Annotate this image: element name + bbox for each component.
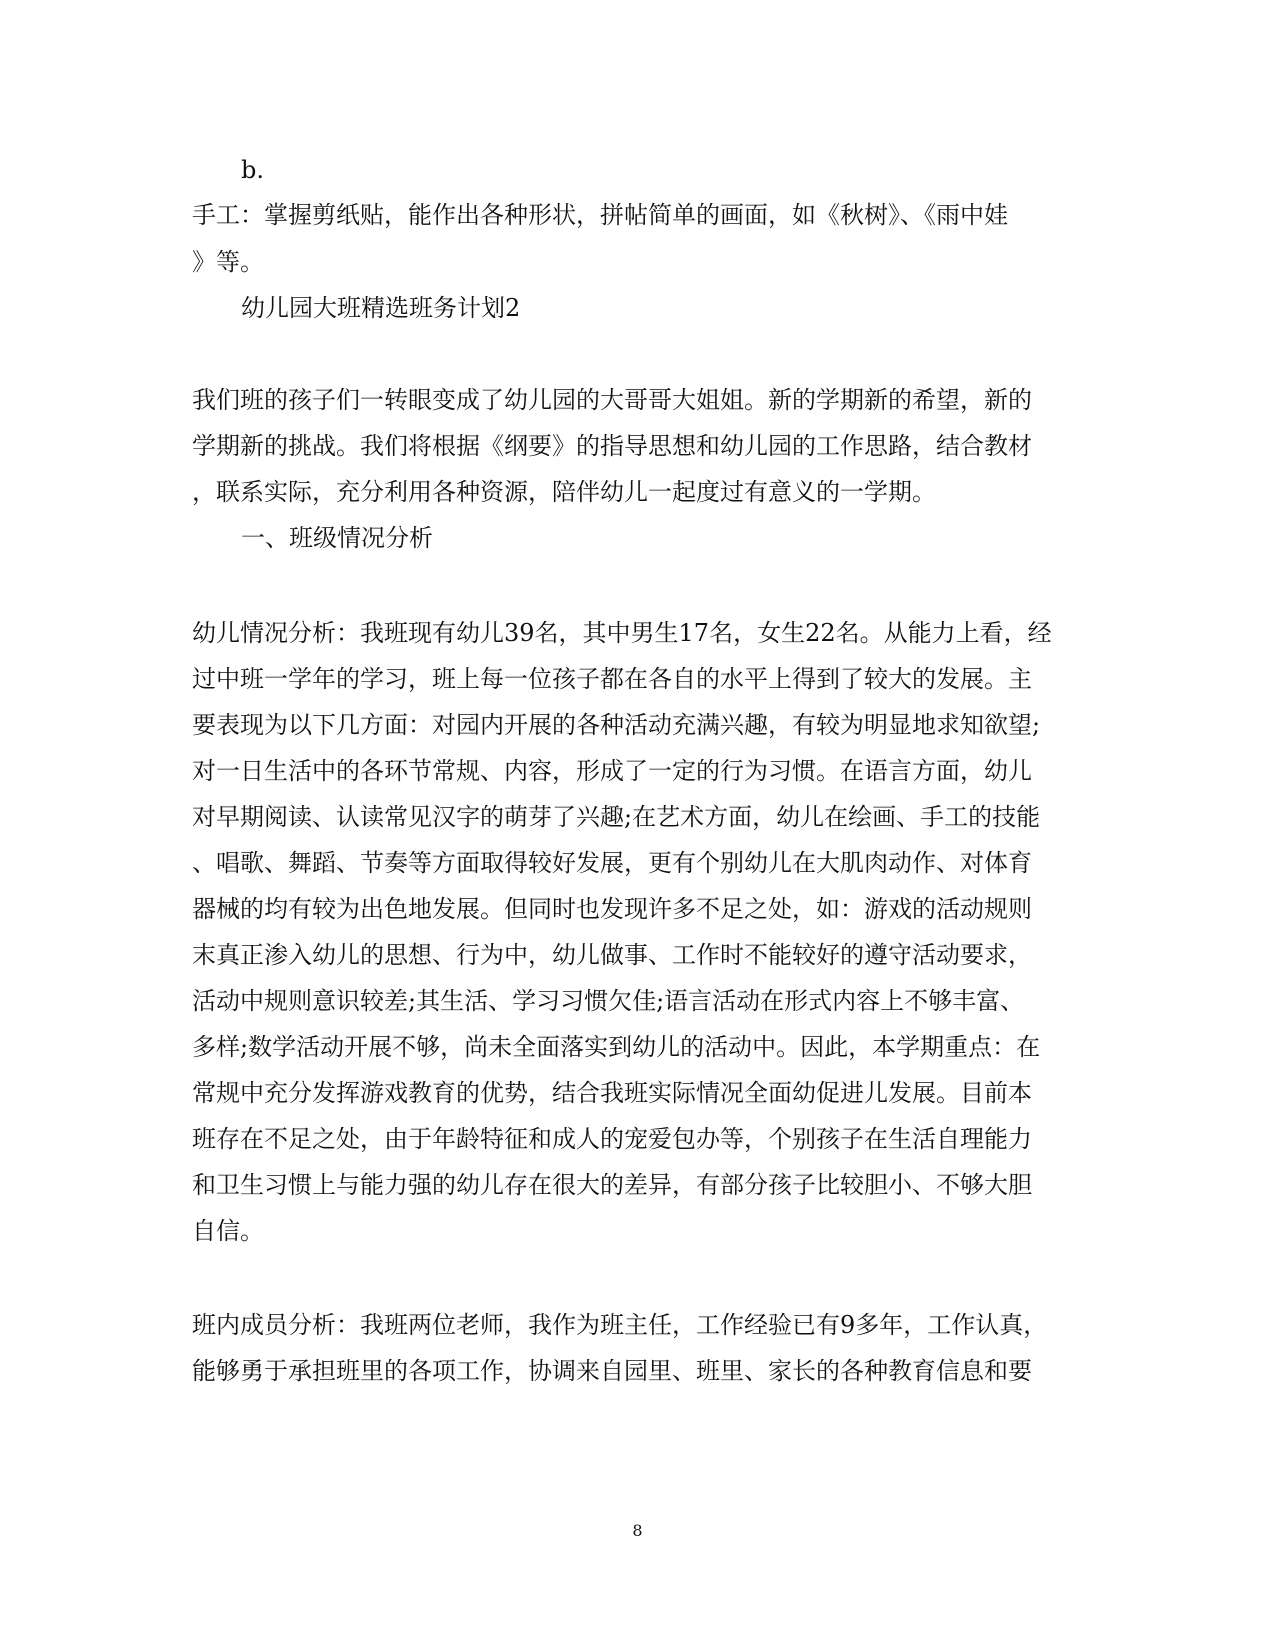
text-line: 能够勇于承担班里的各项工作，协调来自园里、班里、家长的各种教育信息和要: [192, 1357, 1032, 1385]
text-line: 》等。: [192, 248, 264, 276]
text-line: 对一日生活中的各环节常规、内容，形成了一定的行为习惯。在语言方面，幼儿: [192, 757, 1032, 785]
text-line: 手工：掌握剪纸贴，能作出各种形状，拼帖简单的画面，如《秋树》、《雨中娃: [192, 201, 1008, 229]
text-line: 对早期阅读、认读常见汉字的萌芽了兴趣;在艺术方面，幼儿在绘画、手工的技能: [192, 803, 1041, 831]
text-line: 过中班一学年的学习，班上每一位孩子都在各自的水平上得到了较大的发展。主: [192, 665, 1032, 693]
text-line: 、唱歌、舞蹈、节奏等方面取得较好发展，更有个别幼儿在大肌肉动作、对体育: [192, 849, 1032, 877]
text-line: ，联系实际，充分利用各种资源，陪伴幼儿一起度过有意义的一学期。: [192, 478, 936, 506]
text-line: 班内成员分析：我班两位老师，我作为班主任，工作经验已有9多年，工作认真，: [192, 1311, 1048, 1339]
text-line: 自信。: [192, 1217, 264, 1245]
text-line: 末真正渗入幼儿的思想、行为中，幼儿做事、工作时不能较好的遵守活动要求，: [192, 941, 1032, 969]
text-line: 我们班的孩子们一转眼变成了幼儿园的大哥哥大姐姐。新的学期新的希望，新的: [192, 386, 1032, 414]
text-line: 活动中规则意识较差;其生活、学习习惯欠佳;语言活动在形式内容上不够丰富、: [192, 987, 1025, 1015]
text-line: 学期新的挑战。我们将根据《纲要》的指导思想和幼儿园的工作思路，结合教材: [192, 432, 1032, 460]
text-line: 和卫生习惯上与能力强的幼儿存在很大的差异，有部分孩子比较胆小、不够大胆: [192, 1171, 1032, 1199]
text-line: 多样;数学活动开展不够，尚未全面落实到幼儿的活动中。因此，本学期重点：在: [192, 1033, 1041, 1061]
text-line: 器械的均有较为出色地发展。但同时也发现许多不足之处，如：游戏的活动规则: [192, 895, 1032, 923]
text-line: 班存在不足之处，由于年龄特征和成人的宠爱包办等，个别孩子在生活自理能力: [192, 1125, 1032, 1153]
list-label: b.: [241, 156, 264, 184]
section-heading: 幼儿园大班精选班务计划2: [241, 294, 521, 322]
text-line: 常规中充分发挥游戏教育的优势，结合我班实际情况全面幼促进儿发展。目前本: [192, 1079, 1032, 1107]
text-line: 要表现为以下几方面：对园内开展的各种活动充满兴趣，有较为明显地求知欲望;: [192, 711, 1041, 739]
section-heading: 一、班级情况分析: [241, 524, 433, 552]
text-line: 幼儿情况分析：我班现有幼儿39名，其中男生17名，女生22名。从能力上看，经: [192, 619, 1052, 647]
page-number: 8: [632, 1521, 643, 1540]
